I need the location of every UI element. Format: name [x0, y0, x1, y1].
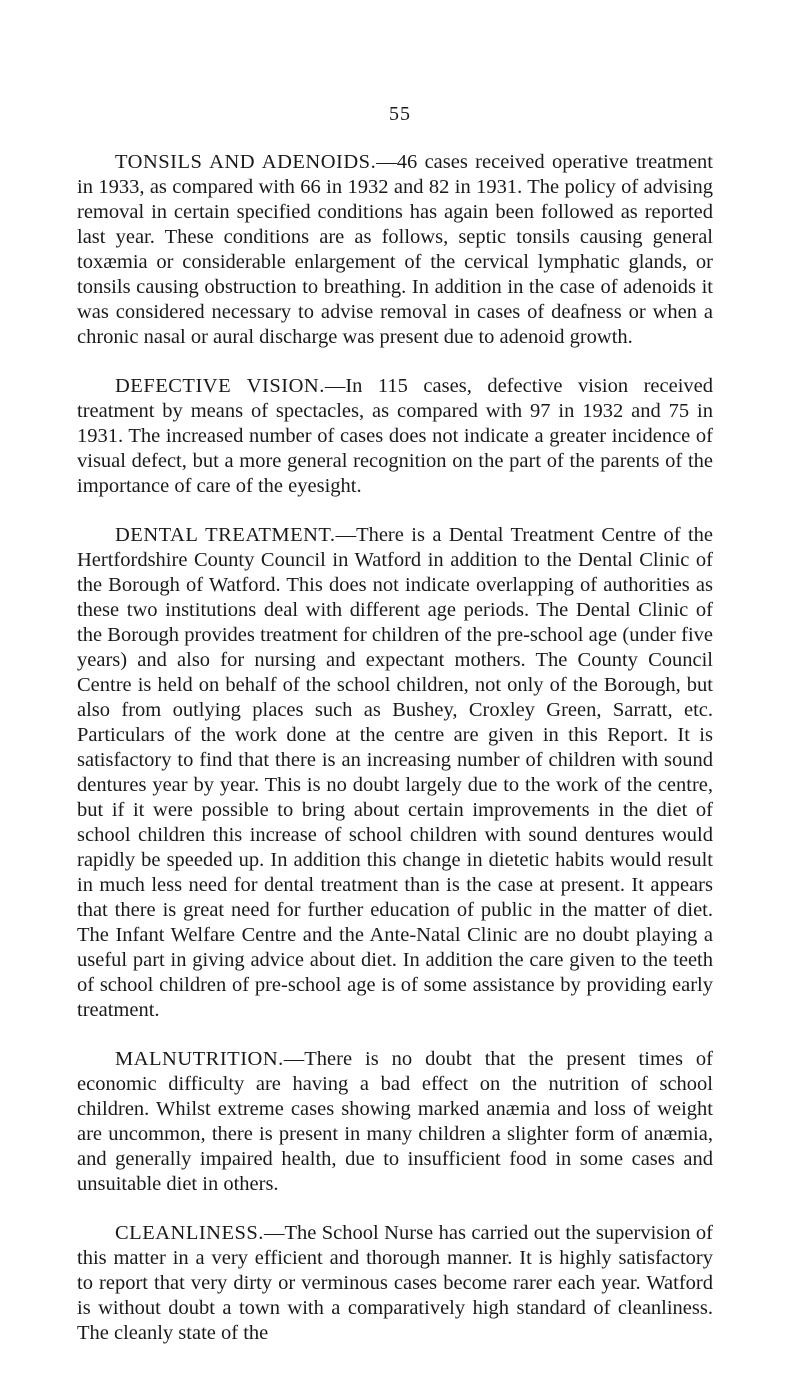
section-heading: DENTAL TREATMENT.: [115, 524, 336, 546]
paragraph-cleanliness: [77, 1221, 713, 1346]
paragraph-dental-treatment: [77, 523, 713, 1023]
paragraph-body: —The School Nurse has carried out the supervision of this matter in a very efficient and thorough manner. It is highly satisfactory to report that very dirty or verminous cases become rarer each year. Watford is without doubt a town with a comparatively high standard of cleanliness. The cleanly state of the: [77, 1222, 713, 1344]
section-heading: CLEANLINESS.: [115, 1222, 264, 1244]
paragraph-defective-vision: [77, 374, 713, 499]
section-heading: TONSILS AND ADENOIDS.: [115, 151, 377, 173]
paragraph-tonsils-adenoids: [77, 150, 713, 350]
paragraph-malnutrition: [77, 1047, 713, 1197]
section-heading: MALNUTRITION.: [115, 1048, 284, 1070]
section-heading: DEFECTIVE VISION.: [115, 375, 325, 397]
paragraph-body: —46 cases received operative treatment in 1933, as compared with 66 in 1932 and 82 in 1931. The policy of advising removal in certain specified conditions has again been followed as reported last year. These conditions are as follows, septic tonsils causing general toxæmia or considerable enlargement of the cervical lymphatic glands, or tonsils causing obstruction to breathing. In addition in the case of adenoids it was considered necessary to advise removal in cases of deafness or when a chronic nasal or aural discharge was present due to adenoid growth.: [77, 151, 714, 348]
body-text: [77, 150, 713, 1370]
page-number: 55: [389, 103, 411, 125]
paragraph-body: —There is no doubt that the present times of economic difficulty are having a bad effect on the nutrition of school children. Whilst extreme cases showing marked anæmia and loss of weight are uncommon, there is present in many children a slighter form of anæmia, and generally impaired health, due to insufficient food in some cases and unsuitable diet in others.: [77, 1048, 713, 1195]
paragraph-body: —In 115 cases, defective vision received treatment by means of spectacles, as compared with 97 in 1932 and 75 in 1931. The increased number of cases does not indicate a greater incidence of visual defect, but a more general recognition on the part of the parents of the importance of care of the eyesight.: [77, 375, 714, 497]
paragraph-body: —There is a Dental Treatment Centre of the Hertfordshire County Council in Watford in addition to the Dental Clinic of the Borough of Watford. This does not indicate overlapping of authorities as these two institutions deal with different age periods. The Dental Clinic of the Borough provides treatment for children of the pre-school age (under five years) and also for nursing and expectant mothers. The County Council Centre is held on behalf of the school children, not only of the Borough, but also from outlying places such as Bushey, Croxley Green, Sarratt, etc. Particulars of the work done at the centre are given in this Report. It is satisfactory to find that there is an increasing number of children with sound dentures year by year. This is no doubt largely due to the work of the centre, but if it were possible to bring about certain improvements in the diet of school children this increase of school children with sound dentures would rapidly be speeded up. In addition this change in dietetic habits would result in much less need for dental treatment than is the case at present. It appears that there is great need for further education of public in the matter of diet. The Infant Welfare Centre and the Ante-Natal Clinic are no doubt playing a useful part in giving advice about diet. In addition the care given to the teeth of school children of pre-school age is of some assistance by providing early treatment.: [77, 524, 713, 1021]
